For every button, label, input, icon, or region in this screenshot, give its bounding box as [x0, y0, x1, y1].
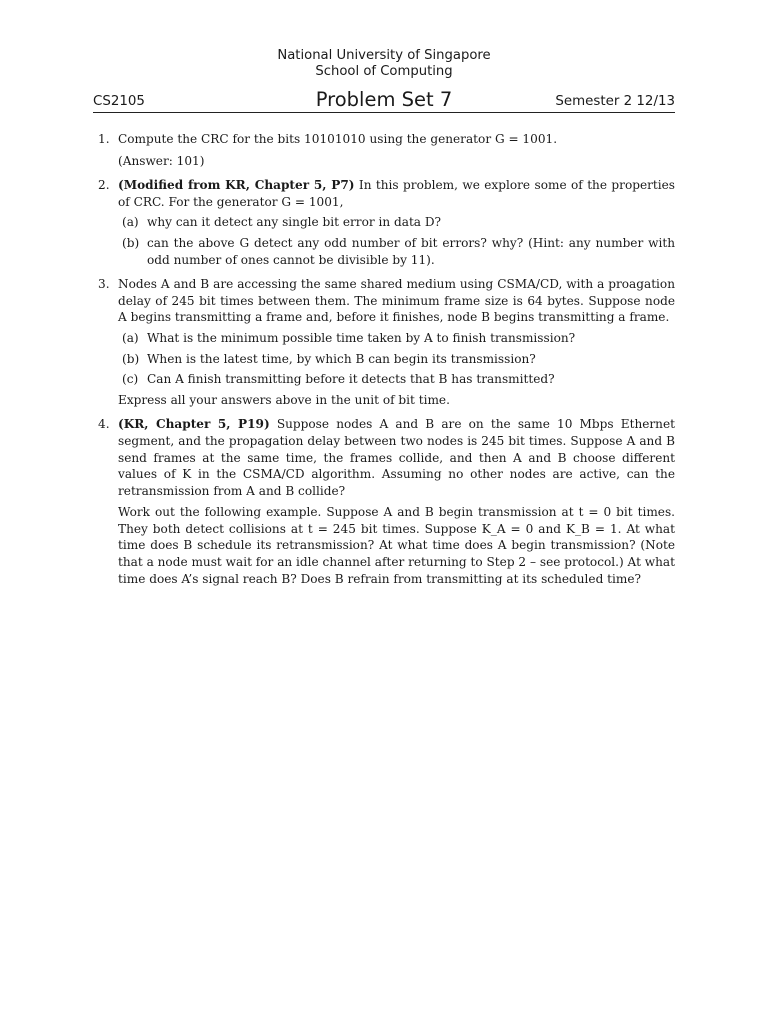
part-label: (b) — [122, 235, 140, 250]
question-2 — [93, 177, 675, 268]
semester-label: Semester 2 12/13 — [555, 94, 675, 109]
part-text: can the above G detect any odd number of bit errors? why? (Hint: any number with odd number of ones cannot be divisible by 11). — [147, 235, 675, 267]
part-label: (a) — [122, 330, 139, 345]
question-parts — [118, 214, 675, 268]
part-label: (c) — [122, 372, 139, 387]
question-example: Work out the following example. Suppose A and B begin transmission at t = 0 bit times. They both detect collisions at t = 245 bit times. Suppose K_A = 0 and K_B = 1. At what time does B schedule its retransmission? At what time does A begin transmission? (Note that a node must wait for an idle channel after returning to Step 2 – see protocol.) At what time does A’s signal reach B? Does B refrain from transmitting at its scheduled time? — [118, 505, 675, 586]
question-part — [118, 214, 675, 231]
question-intro: (KR, Chapter 5, P19) Suppose nodes A and B are on the same 10 Mbps Ethernet segment, and the propagation delay between two nodes is 245 bit times. Suppose A and B send frames at the same time, the frames collide, and then A and B choose different values of K in the CSMA/CD algorithm. Assuming no other nodes are active, can the retransmission from A and B collide? — [118, 417, 675, 498]
part-label: (a) — [122, 215, 139, 230]
question-part — [118, 235, 675, 268]
question-part — [118, 351, 675, 368]
question-intro: Nodes A and B are accessing the same shared medium using CSMA/CD, with a proagation delay of 245 bit times between them. The minimum frame size is 64 bytes. Suppose node A begins transmitting a frame and, before it finishes, node B begins transmitting a frame. — [118, 277, 675, 325]
question-answer: (Answer: 101) — [118, 153, 205, 168]
question-parts — [118, 330, 675, 388]
question-number: 1. — [98, 132, 110, 146]
question-intro: (Modified from KR, Chapter 5, P7) In this problem, we explore some of the properties of CRC. For the generator G = 1001, — [118, 178, 675, 209]
question-part — [118, 371, 675, 388]
question-part — [118, 330, 675, 347]
question-number: 3. — [98, 277, 110, 292]
question-number: 2. — [98, 178, 110, 193]
question-1 — [93, 131, 675, 169]
question-outro: Express all your answers above in the unit of bit time. — [118, 392, 450, 407]
question-source: (Modified from KR, Chapter 5, P7) — [118, 178, 355, 193]
part-text: why can it detect any single bit error in data D? — [147, 215, 442, 230]
course-code: CS2105 — [93, 94, 145, 109]
header-rule — [93, 112, 675, 113]
institution-name: National University of Singapore — [277, 48, 491, 63]
page-title: Problem Set 7 — [315, 88, 453, 111]
title-row — [93, 86, 675, 112]
question-number: 4. — [98, 417, 110, 432]
question-list — [93, 131, 675, 595]
question-text: Compute the CRC for the bits 10101010 using the generator G = 1001. — [118, 132, 558, 146]
question-source: (KR, Chapter 5, P19) — [118, 417, 270, 432]
school-name: School of Computing — [315, 64, 453, 79]
part-text: What is the minimum possible time taken by A to finish transmission? — [147, 330, 576, 345]
part-label: (b) — [122, 351, 140, 366]
part-text: Can A finish transmitting before it detects that B has transmitted? — [147, 372, 555, 387]
part-text: When is the latest time, by which B can begin its transmission? — [147, 351, 536, 366]
question-3 — [93, 276, 675, 408]
question-4 — [93, 416, 675, 587]
